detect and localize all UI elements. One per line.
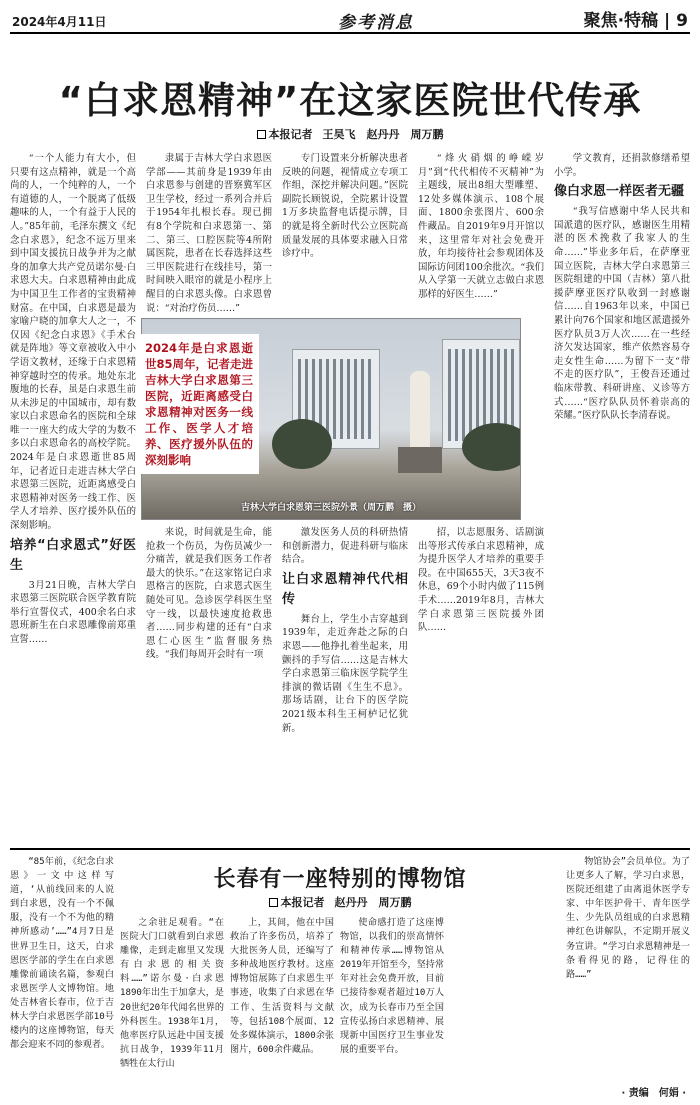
section-label: 聚焦·特稿 | 9: [583, 11, 688, 31]
photo-tree: [462, 423, 521, 471]
article-byline: [0, 126, 700, 142]
article-column-5: [554, 152, 690, 842]
article-paragraph: 隶属于吉林大学白求恩医学部——其前身是1939年由白求恩参与创建的晋察冀军区卫生学校，经过一系列合并后于1954年扎根长春。现已拥有8个学院和白求恩第一、第二、第三、口腔医院等4所附属医院，患者在长春选择这些三甲医院进行在线挂号，第一时间映入眼帘的就是小程序上醒目的白求恩头像。白求恩曾说：“对治疗伤员……”: [146, 153, 272, 314]
article-paragraph: “我写信感谢中华人民共和国派遣的医疗队，感谢医生用精湛的医术挽救了我家人的生命……”毕业多年后，在萨摩亚国立医院，吉林大学白求恩第三医院组建的中国（吉林）第八批援萨摩亚医疗队收到一封感谢信……自1963年以来，中国已累计向76个国家和地区派遣援外医疗队员3万人次……在一些经济欠发达国家，维产依然容易夺走女性生命……为留下一支“带不走的医疗队”，王俊吾还通过临床带教、科研讲座、义诊等方式……“医疗队队员怀着崇高的荣耀。”医疗队队长李清春说。: [554, 206, 690, 422]
byline-tag: 本报记者: [268, 128, 313, 141]
sidebar-column-3: [230, 916, 334, 1099]
byline-tag: 本报记者: [280, 896, 325, 909]
newspaper-name: 参考消息: [338, 13, 414, 33]
page-header: [10, 4, 690, 34]
article-paragraph: 3月21日晚，吉林大学白求恩第三医院联合医学教育院举行宣誓仪式，400余名白求恩班新生在白求恩雕像前郑重宣誓……: [10, 579, 136, 645]
article-column-2-top: [146, 152, 272, 314]
sidebar-column-5: [566, 855, 690, 1085]
article-column-4-top: [418, 152, 544, 314]
byline-authors: 王昊飞 赵丹丹 周万鹏: [322, 128, 444, 141]
article-column-2-bottom: [146, 526, 272, 842]
photo-tree: [272, 419, 332, 469]
editor-credit: · 责编 何娟 ·: [621, 1088, 686, 1099]
sidebar-paragraph: 物馆协会”会员单位。为了让更多人了解，学习白求恩，医院还组建了由离退休医学专家、中年医护骨干、青年医学生、少先队员组成的白求恩精神红色讲解队，不定期开展义务宣讲。“学习白求恩精神是一条看得见的路，记得住的路……”: [566, 857, 690, 980]
article-paragraph: “一个人能力有大小，但只要有这点精神，就是一个高尚的人，一个纯粹的人，一个有道德的人，一个脱离了低级趣味的人，一个有益于人民的人。”85年前，毛泽东撰文《纪念白求恩》，纪念不远万里来到中国支援抗日战争并为之献身的加拿大共产党员诺尔曼·白求恩大夫。白求恩精神由此成为中国卫生工作者的宝贵精神财富。在中国，白求恩是最为家喻户晓的加拿大人之一，不仅因《纪念白求恩》《手术台就是阵地》等文章被收入中小学语文教材，还缘于白求恩精神穿越时空的传承。地处东北腹地的长春，虽是白求恩生前从未涉足的中国城市，却有数家以白求恩命名的医院和全球唯一一座大约成大学的为数不多以白求恩命名的高校学院。2024年是白求恩逝世85周年，记者近日走进吉林大学白求恩第三医院，近距离感受白求恩精神对医务一线工作、医学人才培养、医疗援外队伍的深刻影响。: [10, 153, 136, 532]
sidebar-paragraph: 之余驻足观看。“在医院大门口就看到白求恩雕像，走到走廊里又发现有白求恩的相关资料……”诺尔曼·白求恩1890年出生于加拿大，是20世纪20年代闻名世界的外科医生。1938年1月，他率医疗队远赴中国支援抗日战争，1939年11月牺牲在太行山: [120, 918, 224, 1069]
page-number: 9: [676, 11, 688, 31]
sidebar-paragraph: 上，其间，他在中国救治了许多伤员，培养了大批医务人员，还编写了多种战地医疗教材。这座博物馆展陈了白求恩生平事迹，收集了白求恩在华工作、生活资料与文献等，包括108个展面、12处多媒体演示，1800余张图片，600余件藏品。: [230, 918, 334, 1055]
subheading-borderless: 像白求恩一样医者无疆: [554, 184, 685, 200]
article-paragraph: 舞台上，学生小吉穿越到1939年，走近奔赴之际的白求恩——他挣扎着坐起来，用颤抖的手写信……这是吉林大学白求恩第三临床医学院学生排演的微话剧《生生不息》。那场话剧，让台下的医学院2021级本科生王柯栌记忆犹新。: [282, 613, 408, 734]
sidebar-column-1: [10, 855, 114, 1099]
article-paragraph: “烽火硝烟的峥嵘岁月”到“代代相传不灭精神”为主题线，展出8组大型雕塑、12处多媒体演示、108个展面、1800余张图片、600余件藏品。自2019年9月开馆以来，这里常年对社会免费开放，年均接待社会参观团体及国际访问团100余批次。“我们从入学第一天就立志做白求恩那样的好医生……”: [418, 153, 544, 300]
article-paragraph: 招，以志愿服务、话剧演出等形式传承白求恩精神，成为提升医学人才培养的重要手段。在中国655天，3天3夜不休息，69个小时内做了115例手术……2019年8月，吉林大学白求恩第三医院援外团队……: [418, 527, 544, 634]
article-paragraph: 专门设置来分析解决患者反映的问题，视情成立专项工作组，深挖并解决问题。”医院副院长顾锐说，全院累计设置1万多块监督电话提示牌，目的就是将全新时代公立医院高质量发展的具体要求融入日常诊疗中。: [282, 153, 408, 260]
section-name: 聚焦·特稿: [583, 11, 659, 31]
article-headline: “白求恩精神”在这家医院世代传承: [58, 79, 642, 122]
sidebar-column-2: [120, 916, 224, 1099]
photo-pedestal: [398, 447, 442, 473]
subheading-legacy: 让白求恩精神代代相传: [282, 571, 408, 607]
sidebar-byline: [120, 894, 560, 910]
pull-quote: 2024年是白求恩逝世85周年，记者走进吉林大学白求恩第三医院，近距离感受白求恩精神对医务一线工作、医学人才培养、医疗援外队伍的深刻影响: [141, 334, 259, 474]
sidebar-column-4: [340, 916, 444, 1099]
issue-date: 2024年4月11日: [12, 15, 107, 29]
article-paragraph: 激发医务人员的科研热情和创新潜力，促进科研与临床结合。: [282, 527, 408, 566]
subheading-training: 培养“白求恩式”好医生: [10, 537, 136, 573]
article-column-3-bottom: [282, 526, 408, 842]
photo-statue: [410, 371, 430, 451]
photo-caption: 吉林大学白求恩第三医院外景（周万鹏 摄）: [240, 503, 421, 513]
article-column-1: [10, 152, 136, 842]
article-column-3-top: [282, 152, 408, 314]
sidebar-paragraph: “85年前，《纪念白求恩》一文中这样写道，‘从前线回来的人说到白求恩，没有一个不佩服，没有一个不为他的精神所感动’……”4月7日是世界卫生日，这天，白求恩医学部的学生在白求恩雕像前诵读名篇，参观白求恩医学人文博物馆。地处吉林省长春市，位于吉林大学白求恩医学部10号楼内的这座博物馆，每天都会迎来不同的参观者。: [10, 857, 114, 1051]
article-paragraph: 来说，时间就是生命，能抢救一个伤员，为伤员减少一分痛苦，就是我们医务工作者最大的快乐。”在这家铭记白求恩格言的医院，白求恩式医生随处可见。急诊医学科医生坚守一线，以最快速度抢救患者……同步构建的还有“白求恩仁心医生”监督服务热线。“我们每周开会时有一项: [146, 527, 272, 661]
sidebar-paragraph: 使命感打造了这座博物馆，以我们的崇高情怀和精神传承……博物馆从2019年开馆至今，坚持常年对社会免费开放，目前已接待参观者超过10万人次，成为长春市乃至全国宣传弘扬白求恩精神、展现新中国医疗卫生事业发展的重要平台。: [340, 918, 444, 1055]
sidebar-headline: 长春有一座特别的博物馆: [213, 867, 467, 892]
byline-square-icon: [269, 898, 278, 907]
byline-authors: 赵丹丹 周万鹏: [334, 896, 412, 909]
article-column-4-bottom: [418, 526, 544, 842]
section-divider: [10, 848, 690, 850]
article-paragraph: 学文教育，还捐款修缮希望小学。: [554, 153, 690, 178]
byline-square-icon: [257, 130, 266, 139]
